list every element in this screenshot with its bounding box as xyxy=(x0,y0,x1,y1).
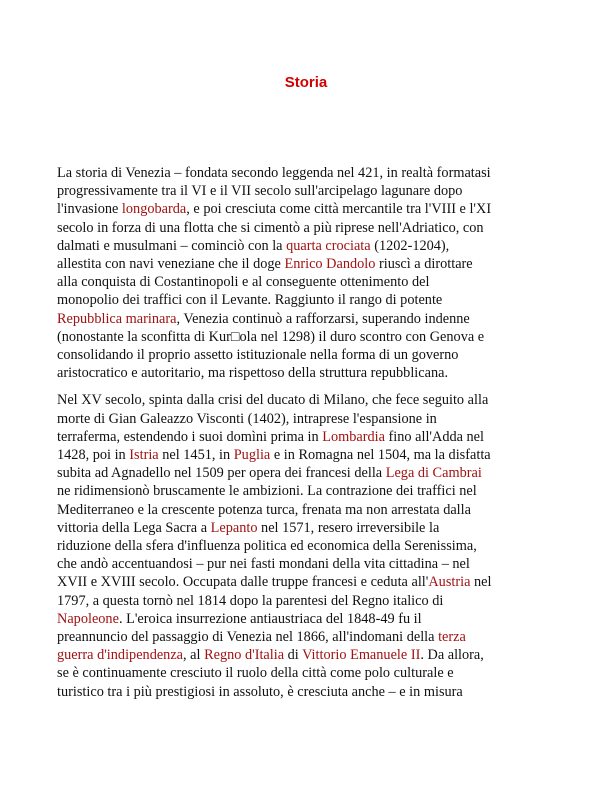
article-link[interactable]: quarta crociata xyxy=(286,237,371,254)
text-line xyxy=(57,464,557,482)
text-line xyxy=(57,391,557,409)
text-run: turistico tra i più prestigiosi in assoluto, è cresciuta anche – e in misura xyxy=(57,683,463,700)
text-line xyxy=(57,164,557,182)
text-line xyxy=(57,519,557,537)
text-line xyxy=(57,501,557,519)
text-line xyxy=(57,346,557,364)
text-run: XVII e XVIII secolo. Occupata dalle truppe francesi e ceduta all' xyxy=(57,574,429,591)
text-run: riuscì a dirottare xyxy=(375,256,473,273)
text-line xyxy=(57,428,557,446)
text-run: terraferma, estendendo i suoi domìni prima in xyxy=(57,428,323,445)
text-run: 1428, poi in xyxy=(57,447,130,464)
text-run: , al xyxy=(183,647,205,664)
text-run: allestita con navi veneziane che il doge xyxy=(57,256,285,273)
text-run: consolidando il proprio assetto istituzionale nella forma di un governo xyxy=(57,347,459,364)
text-line xyxy=(57,200,557,218)
text-run: La storia di Venezia – fondata secondo leggenda nel 421, in realtà formatasi xyxy=(57,165,491,181)
text-line xyxy=(57,273,557,291)
text-run: subita ad Agnadello nel 1509 per opera dei francesi della xyxy=(57,465,386,482)
text-run: di xyxy=(284,647,303,664)
article-link[interactable]: Lombardia xyxy=(322,428,385,445)
text-run: nel xyxy=(470,574,492,591)
text-run: (1202-1204), xyxy=(370,237,450,254)
text-run: monopolio dei traffici con il Levante. Raggiunto il rango di potente xyxy=(57,292,443,309)
text-run: riduzione della sfera d'influenza politica ed economica della Serenissima, xyxy=(57,538,477,555)
text-line xyxy=(57,291,557,309)
text-line xyxy=(57,364,557,382)
text-run: , e poi cresciuta come città mercantile tra l'VIII e l'XI xyxy=(186,201,492,218)
article-link[interactable]: Napoleone xyxy=(57,610,119,627)
article-link[interactable]: terza xyxy=(438,629,466,646)
article-link[interactable]: Enrico Dandolo xyxy=(284,256,376,273)
text-run: . Da allora, xyxy=(420,647,484,664)
article-link[interactable]: Regno d'Italia xyxy=(204,647,285,664)
text-line xyxy=(57,646,557,664)
text-run: (nonostante la sconfitta di Kur□ola nel 1298) il duro scontro con Genova e xyxy=(57,328,485,345)
text-run: l'invasione xyxy=(57,201,122,218)
article-link[interactable]: Puglia xyxy=(233,447,271,464)
text-line xyxy=(57,446,557,464)
text-run: Nel XV secolo, spinta dalla crisi del ducato di Milano, che fece seguito alla xyxy=(57,392,489,409)
text-run: se è continuamente cresciuto il ruolo della città come polo culturale e xyxy=(57,665,454,682)
article-link[interactable]: Vittorio Emanuele II xyxy=(302,647,421,664)
text-line xyxy=(57,555,557,573)
text-run: e in Romagna nel 1504, ma la disfatta xyxy=(270,447,491,464)
text-run: alla conquista di Costantinopoli e al conseguente ottenimento del xyxy=(57,274,430,291)
text-line xyxy=(57,610,557,628)
article-link[interactable]: Repubblica marinara xyxy=(57,310,177,327)
text-line xyxy=(57,237,557,255)
text-run: nel 1571, resero irreversibile la xyxy=(257,519,440,536)
text-run: 1797, a questa tornò nel 1814 dopo la parentesi del Regno italico di xyxy=(57,592,444,609)
text-run: aristocratico e autoritario, ma rispettoso della struttura repubblicana. xyxy=(57,365,449,382)
text-run: morte di Gian Galeazzo Visconti (1402), intraprese l'espansione in xyxy=(57,410,437,427)
text-line xyxy=(57,255,557,273)
text-run: secolo in forza di una flotta che si cimentò a più riprese nell'Adriatico, con xyxy=(57,219,484,236)
text-line xyxy=(57,537,557,555)
text-line xyxy=(57,219,557,237)
article-link[interactable]: Lepanto xyxy=(210,519,258,536)
article-body xyxy=(57,164,557,710)
paragraph xyxy=(57,391,557,700)
text-run: nel 1451, in xyxy=(158,447,234,464)
text-run: che andò accentuandosi – pur nei fasti mondani della vita cittadina – nel xyxy=(57,556,470,573)
text-line xyxy=(57,482,557,500)
text-run: Mediterraneo e la crescente potenza turca, frenata ma non arrestata dalla xyxy=(57,501,471,518)
text-line xyxy=(57,182,557,200)
text-line xyxy=(57,664,557,682)
page-title: Storia xyxy=(284,74,328,91)
paragraph xyxy=(57,164,557,382)
text-run: vittoria della Lega Sacra a xyxy=(57,519,211,536)
article-link[interactable]: guerra d'indipendenza xyxy=(57,647,184,664)
article-link[interactable]: longobarda xyxy=(121,201,187,218)
text-line xyxy=(57,310,557,328)
text-line xyxy=(57,410,557,428)
text-line xyxy=(57,328,557,346)
text-line xyxy=(57,592,557,610)
article-link[interactable]: Austria xyxy=(428,574,471,591)
text-line xyxy=(57,573,557,591)
text-run: progressivamente tra il VI e il VII secolo sull'arcipelago lagunare dopo xyxy=(57,183,463,200)
text-run: , Venezia continuò a rafforzarsi, superando indenne xyxy=(176,310,470,327)
text-run: fino all'Adda nel xyxy=(384,428,485,445)
text-run: dalmati e musulmani – cominciò con la xyxy=(57,237,287,254)
text-run: . L'eroica insurrezione antiaustriaca del 1848-49 fu il xyxy=(118,610,422,627)
text-run: preannuncio del passaggio di Venezia nel 1866, all'indomani della xyxy=(57,629,439,646)
text-line xyxy=(57,683,557,701)
article-link[interactable]: Lega di Cambrai xyxy=(385,465,482,482)
text-run: ne ridimensionò bruscamente le ambizioni. La contrazione dei traffici nel xyxy=(57,483,477,500)
article-link[interactable]: Istria xyxy=(129,447,159,464)
text-line xyxy=(57,628,557,646)
